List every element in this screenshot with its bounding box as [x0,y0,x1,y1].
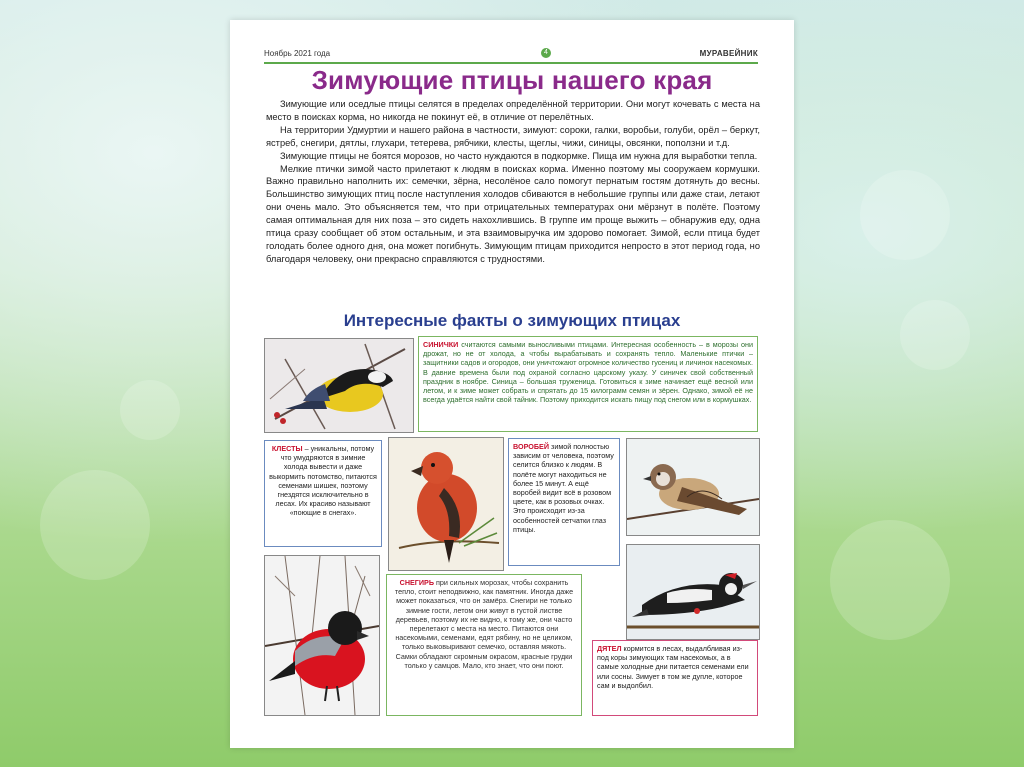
page-number: 4 [541,48,551,58]
fact-text: кормится в лесах, выдалбливая из-под коры зимующих там насекомых, а в самые холодные дни питается семенами ели или сосны. Зимует в том же дупле, которое сам и выдолбил. [597,644,749,690]
background-bokeh [900,300,970,370]
newspaper-page [230,20,794,748]
bullfinch-illustration [264,555,380,716]
issue-date: Ноябрь 2021 года [264,49,331,58]
bird-name: ВОРОБЕЙ [513,442,550,451]
fact-titmouse [418,336,758,432]
bird-name: СНЕГИРЬ [399,578,435,587]
fact-text: считаются самыми выносливыми птицами. Интересная особенность – в морозы они дрожат, но не от холода, а чтобы вырабатывать и сохранять тепло. Маленькие птички – защитники садов и огородов, они уничтожают огромное количество гусениц и личинок насекомых. В давние времена были под охраной согласно царскому указу. У синичек свой собственный праздник в ноябре. Синица – большая труженица. Готовиться к зиме начинает ещё весной или летом, и к зиме может собрать и спрятать до 15 килограмм семян и зёрен. Однако, зимой её не всегда удаётся найти свой тайник. Поэтому приходится искать пищу под снегом или в кормушках. [423,340,753,405]
paragraph: Зимующие или оседлые птицы селятся в пределах определённой территории. Они могут кочевать с места на место в поисках корма, но никогда не покинут её, в отличие от перелётных. [266,99,760,122]
background-bokeh [860,170,950,260]
article-title: Зимующие птицы нашего края [311,65,713,95]
paragraph: На территории Удмуртии и нашего района в частности, зимуют: сороки, галки, воробьи, голуби, орёл – беркут, ястреб, снегири, дятлы, глухари, тетерева, рябчики, клесты, щеглы, чижи, синицы, овсянки, поползни и т.д. [266,124,760,148]
background-bokeh [120,380,180,440]
woodpecker-illustration [626,544,760,640]
facts-title: Интересные факты о зимующих птицах [343,311,681,330]
background-bokeh [830,520,950,640]
titmouse-illustration [264,338,414,433]
background-bokeh [40,470,150,580]
fact-text: при сильных морозах, чтобы сохранить тепло, стоит неподвижно, как памятник. Иногда даже может показаться, что он замёрз. Снегири не только зимние гости, летом они живут в густой листве деревьев, поэтому их не видно, к тому же, они часто перелетают с места на место. Питаются они насекомыми, семенами, едят рябину, но не целиком, только выковыривают семечко, оставляя мякоть. Самки обладают скромным окрасом, красные грудки только у самцов. Мало, кто знает, что они поют. [394,578,574,670]
bird-name: СИНИЧКИ [423,340,459,349]
crossbill-illustration [388,437,504,571]
paragraph: Зимующие птицы не боятся морозов, но часто нуждаются в подкормке. Пища им нужна для выработки тепла. [280,150,758,161]
fact-bullfinch [386,574,582,716]
bird-name: КЛЕСТЫ [271,444,303,453]
bird-name: ДЯТЕЛ [597,644,622,653]
fact-text: – уникальны, потому что умудряются в зимние холода вывести и даже выкормить потомство, питаются семенами шишек, поэтому гнездятся исключительно в лесах. Их красиво называют «поющие в снегах». [269,444,377,518]
fact-woodpecker [592,640,758,716]
sparrow-illustration [626,438,760,536]
running-header [264,49,758,63]
header-rule [264,62,758,64]
article-body [266,98,760,266]
fact-crossbill [264,440,382,547]
newspaper-name: МУРАВЕЙНИК [699,49,758,58]
fact-text: зимой полностью зависим от человека, поэтому селится близко к людям. В полёте могут находиться не более 15 минут. А ещё воробей видит всё в розовом цвете, как в розовых очках. Это происходит из-за особенностей сетчатки глаз птицы. [513,442,614,534]
fact-sparrow [508,438,620,566]
paragraph: Мелкие птички зимой часто прилетают к людям в поисках корма. Именно поэтому мы сооружаем кормушки. Важно правильно наполнить их: семечки, зёрна, несолёное сало помогут пернатым гостям дотянуть до весны. Большинство зимующих птиц после наступления холодов сбиваются в небольшие группы или даже стаи, летают они очень мало. Это объясняется тем, что при отрицательных температурах они мёрзнут в полёте. Поэтому самая оптимальная для них поза – это сидеть нахохлившись. В группе им проще выжить – обнаружив еду, одна птица сразу сообщает об этом остальным, и эта взаимовыручка им здорово помогает. Зимой, если птица будет голодать более одного дня, она может погибнуть. Зимующим птицам приходится непросто в этот период года, но благодаря человеку, они прекрасно справляются с трудностями. [266,163,760,264]
